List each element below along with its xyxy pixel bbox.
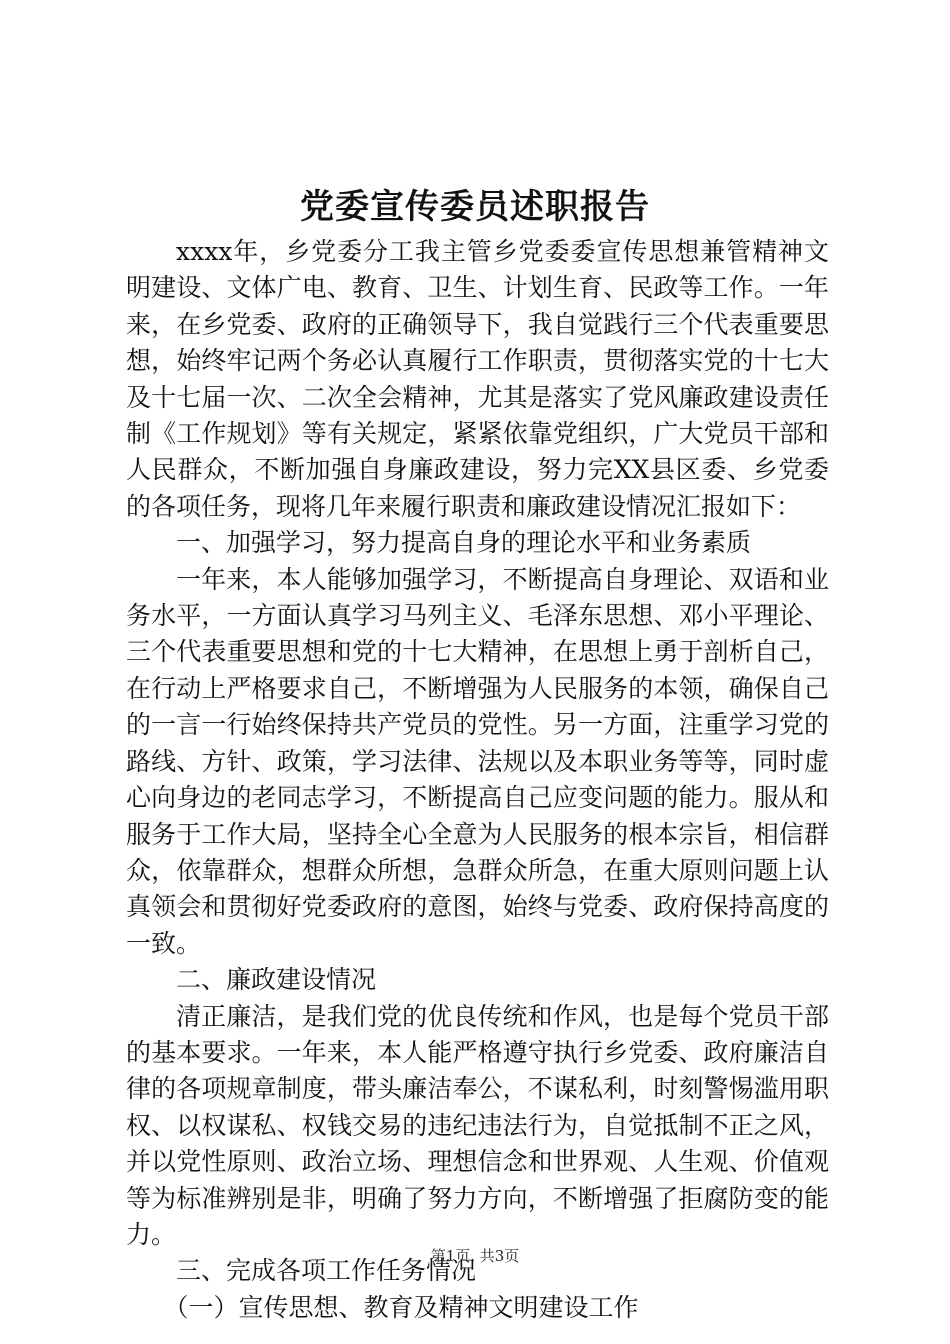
section-2-paragraph: 清正廉洁，是我们党的优良传统和作风，也是每个党员干部的基本要求。一年来，本人能严格遵守执行乡党委、政府廉洁自律的各项规章制度，带头廉洁奉公，不谋私利，时刻警惕滥用职权、以权谋私、权钱交易的违纪违法行为，自觉抵制不正之风，并以党性原则、政治立场、理想信念和世界观、人生观、价值观等为标准辨别是非，明确了努力方向，不断增强了拒腐防变的能力。 bbox=[126, 1001, 829, 1249]
intro-paragraph: xxxx年，乡党委分工我主管乡党委委宣传思想兼管精神文明建设、文体广电、教育、卫生、计划生育、民政等工作。一年来，在乡党委、政府的正确领导下，我自觉践行三个代表重要思想，始终牢记两个务必认真履行工作职责，贯彻落实党的十七大及十七届一次、二次全会精神，尤其是落实了党风廉政建设责任制《工作规划》等有关规定，紧紧依靠党组织，广大党员干部和人民群众，不断加强自身廉政建设，努力完XX县区委、乡党委的各项任务，现将几年来履行职责和廉政建设情况汇报如下： bbox=[126, 237, 829, 521]
page-number-footer: 第1页 共3页 bbox=[430, 1247, 520, 1265]
document-body bbox=[126, 234, 829, 1326]
section-heading-3: 三、完成各项工作任务情况 bbox=[176, 1256, 477, 1286]
document-title: 党委宣传委员述职报告 bbox=[300, 187, 650, 227]
section-heading-2: 二、廉政建设情况 bbox=[176, 965, 377, 995]
section-heading-1: 一、加强学习，努力提高自身的理论水平和业务素质 bbox=[176, 528, 752, 558]
subsection-heading-1: （一）宣传思想、教育及精神文明建设工作 bbox=[163, 1292, 639, 1322]
section-1-paragraph: 一年来，本人能够加强学习，不断提高自身理论、双语和业务水平，一方面认真学习马列主义、毛泽东思想、邓小平理论、三个代表重要思想和党的十七大精神，在思想上勇于剖析自己，在行动上严格要求自己，不断增强为人民服务的本领，确保自己的一言一行始终保持共产党员的党性。另一方面，注重学习党的路线、方针、政策，学习法律、法规以及本职业务等等，同时虚心向身边的老同志学习，不断提高自己应变问题的能力。服从和服务于工作大局，坚持全心全意为人民服务的根本宗旨，相信群众，依靠群众，想群众所想，急群众所急，在重大原则问题上认真领会和贯彻好党委政府的意图，始终与党委、政府保持高度的一致。 bbox=[126, 564, 829, 958]
